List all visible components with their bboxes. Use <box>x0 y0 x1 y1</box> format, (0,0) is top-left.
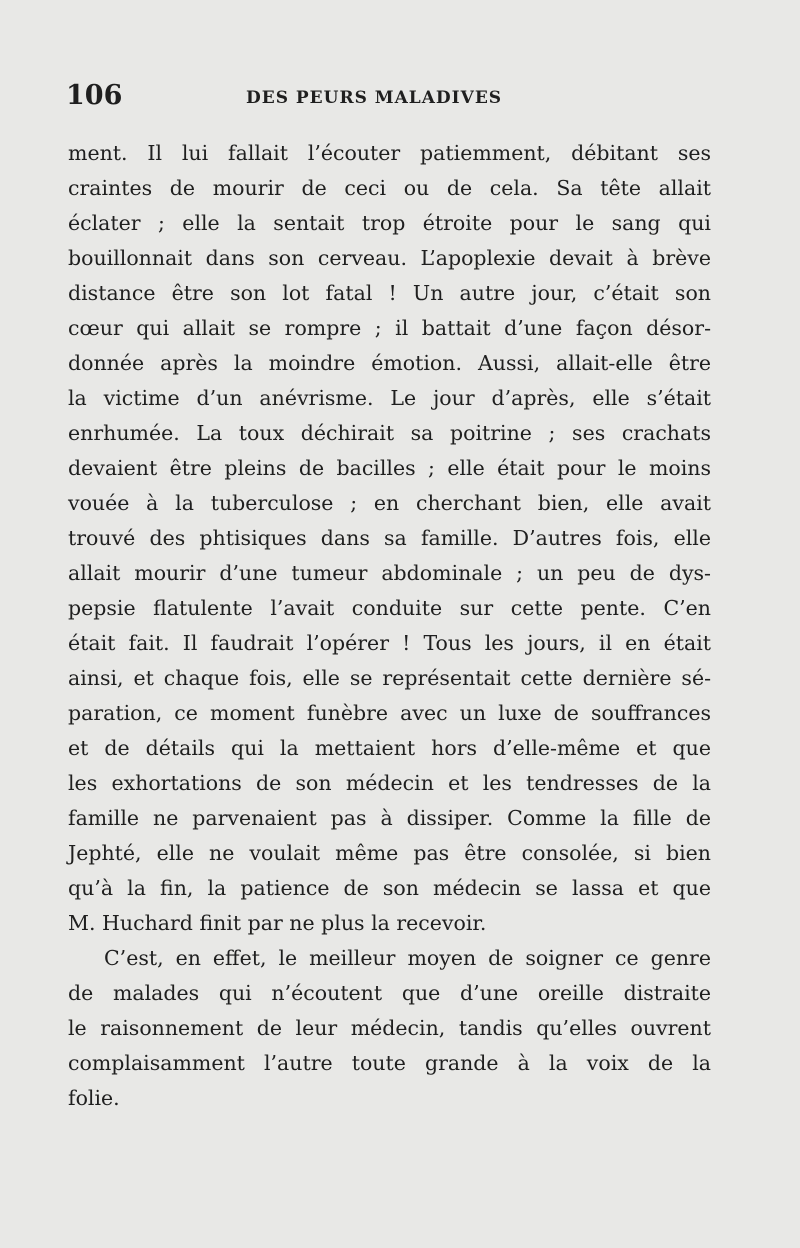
text-line: trouvé des phtisiques dans sa famille. D’autres fois, elle <box>68 526 711 550</box>
page-header <box>66 80 716 114</box>
running-title: DES PEURS MALADIVES <box>246 88 503 108</box>
text-line: devaient être pleins de bacilles ; elle était pour le moins <box>68 456 711 480</box>
text-line: Jephté, elle ne voulait même pas être consolée, si bien <box>68 841 711 865</box>
text-line: qu’à la fin, la patience de son médecin se lassa et que <box>68 876 711 900</box>
text-line: ment. Il lui fallait l’écouter patiemment, débitant ses <box>68 141 711 165</box>
text-line: éclater ; elle la sentait trop étroite pour le sang qui <box>68 211 711 235</box>
text-line: famille ne parvenaient pas à dissiper. Comme la fille de <box>68 806 711 830</box>
text-line: cœur qui allait se rompre ; il battait d’une façon désor- <box>68 316 711 340</box>
paragraph-last-line: folie. <box>68 1086 120 1110</box>
text-line: pepsie flatulente l’avait conduite sur cette pente. C’en <box>68 596 711 620</box>
paragraph-first-line: C’est, en effet, le meilleur moyen de soigner ce genre <box>104 946 711 970</box>
text-line: craintes de mourir de ceci ou de cela. Sa tête allait <box>68 176 711 200</box>
text-line: donnée après la moindre émotion. Aussi, allait-elle être <box>68 351 711 375</box>
text-line: distance être son lot fatal ! Un autre jour, c’était son <box>68 281 711 305</box>
text-line: était fait. Il faudrait l’opérer ! Tous les jours, il en était <box>68 631 711 655</box>
text-line: enrhumée. La toux déchirait sa poitrine ; ses crachats <box>68 421 711 445</box>
text-line: bouillonnait dans son cerveau. L’apoplexie devait à brève <box>68 246 711 270</box>
page-number: 106 <box>66 80 123 111</box>
text-line: les exhortations de son médecin et les tendresses de la <box>68 771 711 795</box>
text-line: paration, ce moment funèbre avec un luxe de souffrances <box>68 701 711 725</box>
text-line: et de détails qui la mettaient hors d’elle-même et que <box>68 736 711 760</box>
text-line: allait mourir d’une tumeur abdominale ; un peu de dys- <box>68 561 711 585</box>
text-line: la victime d’un anévrisme. Le jour d’après, elle s’était <box>68 386 711 410</box>
text-line: ainsi, et chaque fois, elle se représentait cette dernière sé- <box>68 666 711 690</box>
text-line: de malades qui n’écoutent que d’une oreille distraite <box>68 981 711 1005</box>
text-line: vouée à la tuberculose ; en cherchant bien, elle avait <box>68 491 711 515</box>
text-line: le raisonnement de leur médecin, tandis qu’elles ouvrent <box>68 1016 711 1040</box>
body-text <box>68 136 711 1116</box>
paragraph-last-line: M. Huchard finit par ne plus la recevoir. <box>68 911 487 935</box>
text-line: complaisamment l’autre toute grande à la voix de la <box>68 1051 711 1075</box>
